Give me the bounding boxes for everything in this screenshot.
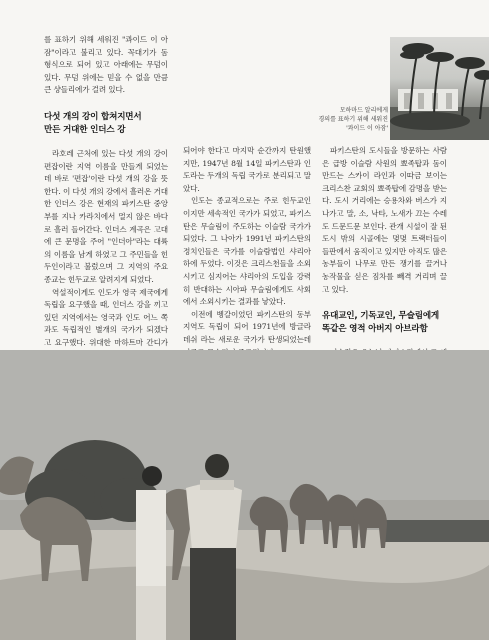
body-paragraph: 이전에 벵갈이었던 파키스탄의 동부 지역도 독립이 되어 1971년에 방글라데쉬 라는 새로운 국가가 탄생되었는데 — [183, 309, 311, 344]
heading-line: 만든 거대한 인더스 강 — [44, 124, 126, 135]
body-paragraph: 역설적이게도 인도가 영국 제국에게 독립을 요구했을 때, 인더스 강을 끼고 있던 지역에서는 영국과 인도 어느 쪽과도 독립적인 별개의 국가가 되겠다고 요구했다. 위대한 마하트마 간디가 — [44, 287, 168, 347]
heading-line: 유대교인, 기독교인, 무슬림에게 — [322, 311, 440, 322]
camel-caravan-illustration — [0, 350, 489, 640]
intro-paragraph: 를 표하기 위해 세워진 "콰이드 이 아잠"이라고 불리고 있다. 꼭대기가 돔 형식으로 되어 있고 아래에는 무덤이 있다. 무덤 위에는 믿을 수 없을 만큼 큰 샹들리에가 걸려 있다. — [44, 35, 168, 95]
caption-line: 모하마드 알리에게 — [339, 107, 388, 114]
caption-line: 경의를 표하기 위해 세워진 — [318, 116, 388, 123]
body-paragraph: 되어야 한다고 마지막 순간까지 탄원했지만, 1947년 8월 14일 파키스탄과 인도라는 두개의 독립 국가로 분리되고 말았다. — [183, 146, 311, 193]
heading-line: 똑같은 영적 아버지 아브라함 — [322, 324, 428, 335]
photo-caption — [298, 106, 388, 133]
body-paragraph: 파키스탄의 도시들을 방문하는 사람은 급방 이슬람 사원의 뾰족탑과 돔이 만드는 스카이 라인과 이따금 보이는 크리스찬 교회의 뾰족탑에 감명을 받는다. 도시 거리에는 승용차와 버스가 지나가고 말, 소, 낙타, 노새가 끄는 수레도 드문드문 보인다. 관개 시설이 잘 된 도시 밖의 시골에는 몇몇 트랙터들이 들판에서 움직이고 있지만 아직도 많은 농부들이 나무로 만든 쟁기를 끌거나 농작물을 싣은 짐차를 빼격 거리며 끌고 있다. — [322, 146, 447, 294]
camel-caravan-photo — [0, 350, 489, 640]
mausoleum-photo — [390, 37, 489, 140]
text-column-3 — [322, 145, 447, 372]
body-paragraph: 라호레 근처에 있는 다섯 개의 강이 편잡이란 지역 이름을 만들게 되었는데 바로 '편잡'이란 다섯 개의 강을 뜻한다. 이 다섯 개의 강에서 흘러온 거대한 인더스 강은 현재의 파키스탄 중앙부를 지나 카라치에서 멀지 않은 바다로 흘러 들어간다. 인더스 계곡은 고대에 큰 문명을 주어 "인더아"라는 대륙의 이름을 남게 하였고 그 주민들을 힌두인이라고 불렀으며 그 지역의 주요 종교는 힌두교로 알려지게 되었다. — [44, 148, 168, 284]
heading-line: 다섯 개의 강이 합쳐지면서 — [44, 111, 142, 122]
caption-line: '콰이드 이 아잠' — [346, 125, 388, 132]
body-paragraph: 인도는 종교적으로는 주로 힌두교인이지만 세속적인 국가가 되었고, 파키스탄은 무슬림이 주도하는 이슬람 국가가 되었다. 그 나아가 1991년 파키스탄의 정치인들은 국가를 이슬람법인 샤리아 하에 두었다. 이것은 크리스천들을 소외시키고 심지어는 샤리아의 도입을 강력히 반대하는 시아파 무슬림에게도 사회에서 소외시키는 결과를 낳았다. — [183, 196, 311, 307]
section-heading-indus — [44, 111, 168, 137]
section-heading-abraham — [322, 310, 447, 336]
mausoleum-photo-illustration — [390, 37, 489, 140]
text-column-1 — [44, 34, 168, 375]
text-column-2 — [183, 145, 311, 359]
